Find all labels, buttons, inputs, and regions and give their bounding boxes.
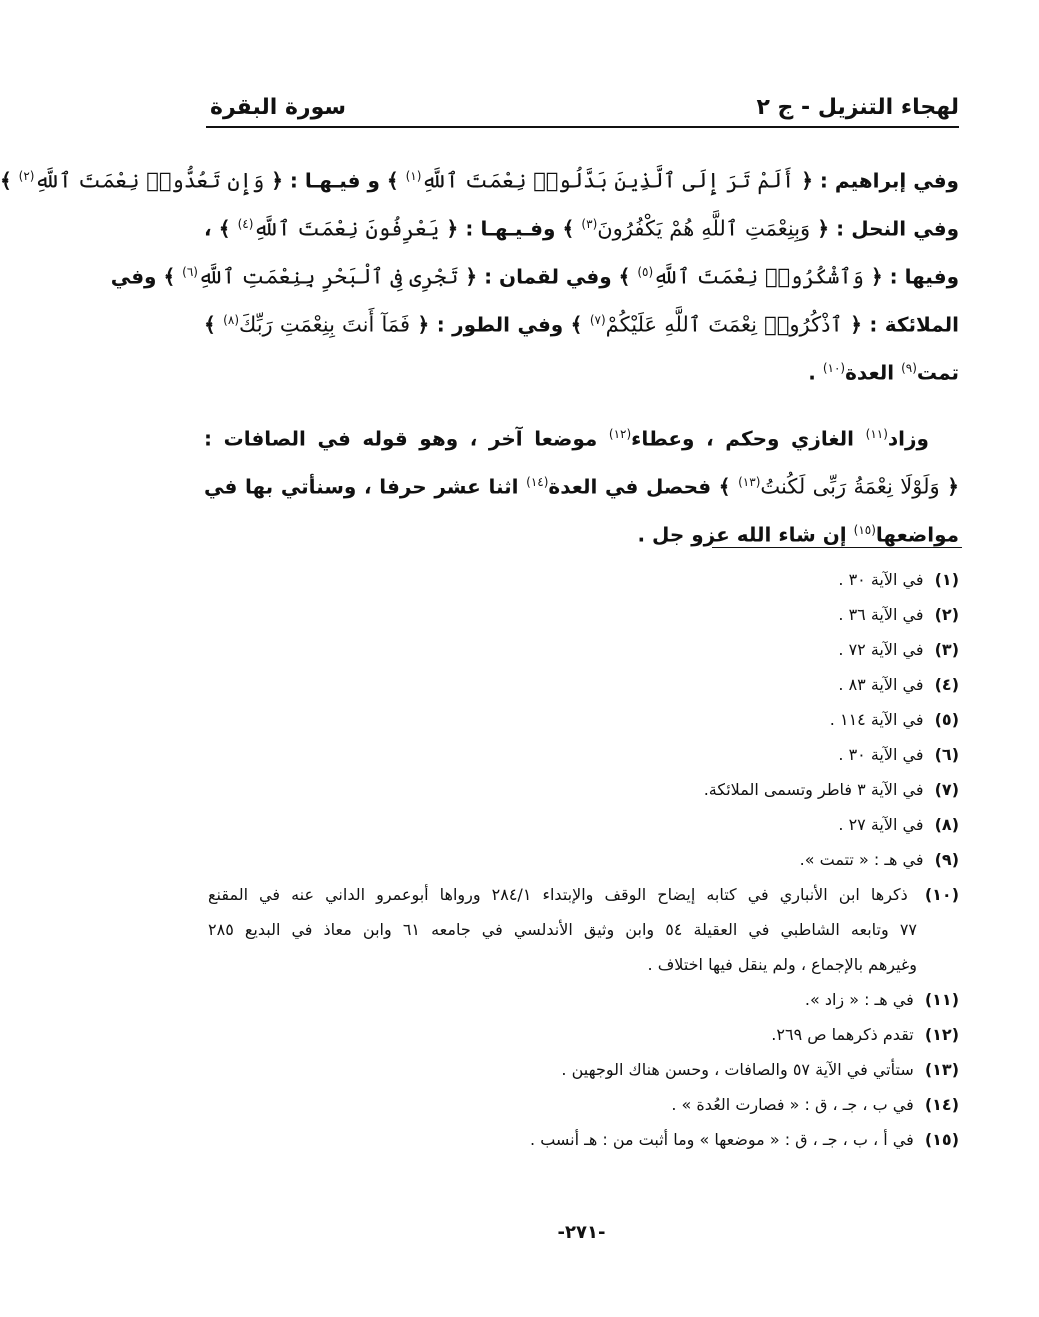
footnote-separator — [712, 547, 962, 548]
footnote-ref[interactable]: (٣) — [581, 217, 598, 231]
footnote — [208, 1122, 959, 1157]
quran-verse: وَإِن تَعُدُّوا۟ نِعْمَتَ ٱللَّهِ — [34, 168, 265, 193]
footnote — [208, 1017, 959, 1052]
footnote — [208, 632, 959, 667]
footnote-ref[interactable]: (٨) — [223, 313, 239, 327]
footnote — [208, 597, 959, 632]
footnote-number: (١٣) — [924, 1060, 959, 1079]
footnote-ref[interactable]: (٦) — [182, 265, 198, 279]
footnote-text: ذكرها ابن الأنباري في كتابه إيضاح الوقف والإبتداء ٢٨٤/١ ورواها أبوعمرو الداني عنه في المقنع — [208, 885, 908, 904]
footnote-number: (١٠) — [924, 885, 959, 904]
page-number: -٢٧١- — [557, 1222, 606, 1243]
footnote — [208, 842, 959, 877]
footnote-number: (٢) — [934, 605, 959, 624]
quran-verse: وَبِنِعْمَتِ ٱللَّهِ هُمْ يَكْفُرُونَ — [597, 216, 811, 241]
footnote-ref[interactable]: (١١) — [865, 427, 888, 441]
footnote-number: (١٤) — [924, 1095, 959, 1114]
body-line: مواضعها$^{(١٥)}$ إن شاء الله عزو جل . — [637, 522, 959, 547]
footnote-ref[interactable]: (١٥) — [853, 523, 876, 537]
footnote-number: (١٥) — [924, 1130, 959, 1149]
footnote-number: (٧) — [934, 780, 959, 799]
footnote-text: في الآية ٣٦ . — [838, 605, 924, 624]
footnote-ref[interactable]: (٩) — [901, 361, 917, 375]
footnote-continuation: وغيرهم بالإجماع ، ولم ينقل فيها اختلاف . — [647, 955, 917, 974]
footnote — [208, 1052, 959, 1087]
footnote-text: في الآية ١١٤ . — [829, 710, 924, 729]
footnote-number: (٤) — [934, 675, 959, 694]
footnote-text: في الآية ٢٧ . — [838, 815, 924, 834]
body-line: وفي إبراهيم : ﴿ أَلَمْ تَرَ إِلَى ٱلَّذِينَ بَدَّلُوا۟ نِعْمَتَ ٱللَّهِ$^{(١)}$ ﴾ و فيـهـا : ﴿ وَإِن تَعُدُّوا۟ نِعْمَتَ ٱللَّهِ$^{(٢)}$ ﴾ — [0, 168, 959, 193]
footnote-ref[interactable]: (٤) — [237, 217, 254, 231]
body-line: وفيها : ﴿ وَٱشْكُرُوا۟ نِعْمَتَ ٱللَّهِ$^{(٥)}$ ﴾ وفي لقمان : ﴿ تَجْرِى فِى ٱلْبَحْرِ بِنِعْمَتِ ٱللَّهِ$^{(٦)}$ ﴾ وفي — [110, 264, 959, 289]
footnote-text: في ب ، جـ ، ق : « فصارت العُدة » . — [671, 1095, 914, 1114]
footnote — [208, 702, 959, 737]
quran-verse: وَلَوْلَا نِعْمَةُ رَبِّى لَكُنتُ — [760, 474, 940, 499]
body-line: ﴿ وَلَوْلَا نِعْمَةُ رَبِّى لَكُنتُ$^{(١٣)}$ ﴾ فحصل في العدة$^{(١٤)}$ اثنا عشر حرفا ، وسنأتي بها في — [204, 474, 959, 499]
footnote-ref[interactable]: (٥) — [637, 265, 654, 279]
surah-title: سورة البقرة — [210, 95, 347, 120]
body-line: تمت$^{(٩)}$ العدة$^{(١٠)}$ . — [808, 360, 959, 385]
footnote — [208, 772, 959, 807]
footnote-ref[interactable]: (١٤) — [526, 475, 549, 489]
footnote-text: في الآية ٣٠ . — [838, 745, 924, 764]
footnote — [208, 982, 959, 1017]
footnote — [208, 807, 959, 842]
footnote-text: في الآية ٨٣ . — [838, 675, 924, 694]
footnote-number: (٨) — [934, 815, 959, 834]
quran-verse: وَٱشْكُرُوا۟ نِعْمَتَ ٱللَّهِ — [653, 264, 864, 289]
footnote-ref[interactable]: (٢) — [18, 169, 35, 183]
quran-verse: فَمَآ أَنتَ بِنِعْمَتِ رَبِّكَ — [239, 312, 411, 337]
footnote-ref[interactable]: (٧) — [589, 313, 606, 327]
body-line: وفي النحل : ﴿ وَبِنِعْمَتِ ٱللَّهِ هُمْ يَكْفُرُونَ$^{(٣)}$ ﴾ وفـيـهـا : ﴿ يَعْرِفُونَ نِعْمَتَ ٱللَّهِ$^{(٤)}$ ﴾ ، — [204, 216, 959, 241]
quran-verse: يَعْرِفُونَ نِعْمَتَ ٱللَّهِ — [253, 216, 440, 241]
footnote-text: في أ ، ب ، جـ ، ق : « موضعها » وما أثبت من : هـ أنسب . — [530, 1130, 914, 1149]
footnote-number: (٦) — [934, 745, 959, 764]
header-rule — [206, 126, 959, 128]
footnote — [208, 667, 959, 702]
footnote-number: (٩) — [934, 850, 959, 869]
footnote-ref[interactable]: (١٣) — [738, 475, 761, 489]
footnote-continuation: ٧٧ وتابعه الشاطبي في العقيلة ٥٤ وابن وثيق الأندلسي في جامعه ٦١ وابن معاذ في البديع ٢٨٥ — [208, 920, 917, 939]
footnote — [208, 877, 959, 912]
footnote — [208, 737, 959, 772]
book-title: لهجاء التنزيل - ج ٢ — [756, 95, 959, 120]
running-header — [210, 84, 959, 120]
body-line: وزاد$^{(١١)}$ الغازي وحكم ، وعطاء$^{(١٢)}$ موضعا آخر ، وهو قوله في الصافات : — [204, 426, 929, 451]
body-line: الملائكة : ﴿ ٱذْكُرُوا۟ نِعْمَتَ ٱللَّهِ عَلَيْكُمْ$^{(٧)}$ ﴾ وفي الطور : ﴿ فَمَآ أَنتَ بِنِعْمَتِ رَبِّكَ$^{(٨)}$ ﴾ — [204, 312, 960, 337]
footnote-text: في الآية ٧٢ . — [838, 640, 924, 659]
footnote-number: (١) — [934, 570, 959, 589]
footnote-text: تقدم ذكرهما ص ٢٦٩. — [771, 1025, 914, 1044]
footnote-number: (١١) — [924, 990, 959, 1009]
footnote-ref[interactable]: (١) — [405, 169, 422, 183]
quran-verse: ٱذْكُرُوا۟ نِعْمَتَ ٱللَّهِ عَلَيْكُمْ — [605, 312, 843, 337]
footnote-text: في هـ : « تتمت ». — [799, 850, 924, 869]
footnote-text: في الآية ٣٠ . — [838, 570, 924, 589]
footnote-text: ستأتي في الآية ٥٧ والصافات ، وحسن هناك الوجهين . — [561, 1060, 914, 1079]
footnote — [208, 1087, 959, 1122]
footnote-ref[interactable]: (١٠) — [822, 361, 846, 375]
quran-verse: تَجْرِى فِى ٱلْبَحْرِ بِنِعْمَتِ ٱللَّهِ — [197, 264, 459, 289]
main-text — [0, 152, 960, 554]
footnotes — [208, 562, 959, 1157]
footnote — [208, 562, 959, 597]
footnote-text: في هـ : « زاد ». — [804, 990, 914, 1009]
footnote-number: (١٢) — [924, 1025, 959, 1044]
footnote-ref[interactable]: (١٢) — [608, 427, 632, 441]
footnote-number: (٥) — [934, 710, 959, 729]
footnote-number: (٣) — [934, 640, 959, 659]
footnote-text: في الآية ٣ فاطر وتسمى الملائكة. — [703, 780, 924, 799]
quran-verse: أَلَمْ تَرَ إِلَى ٱلَّذِينَ بَدَّلُوا۟ نِعْمَتَ ٱللَّهِ — [421, 168, 795, 193]
